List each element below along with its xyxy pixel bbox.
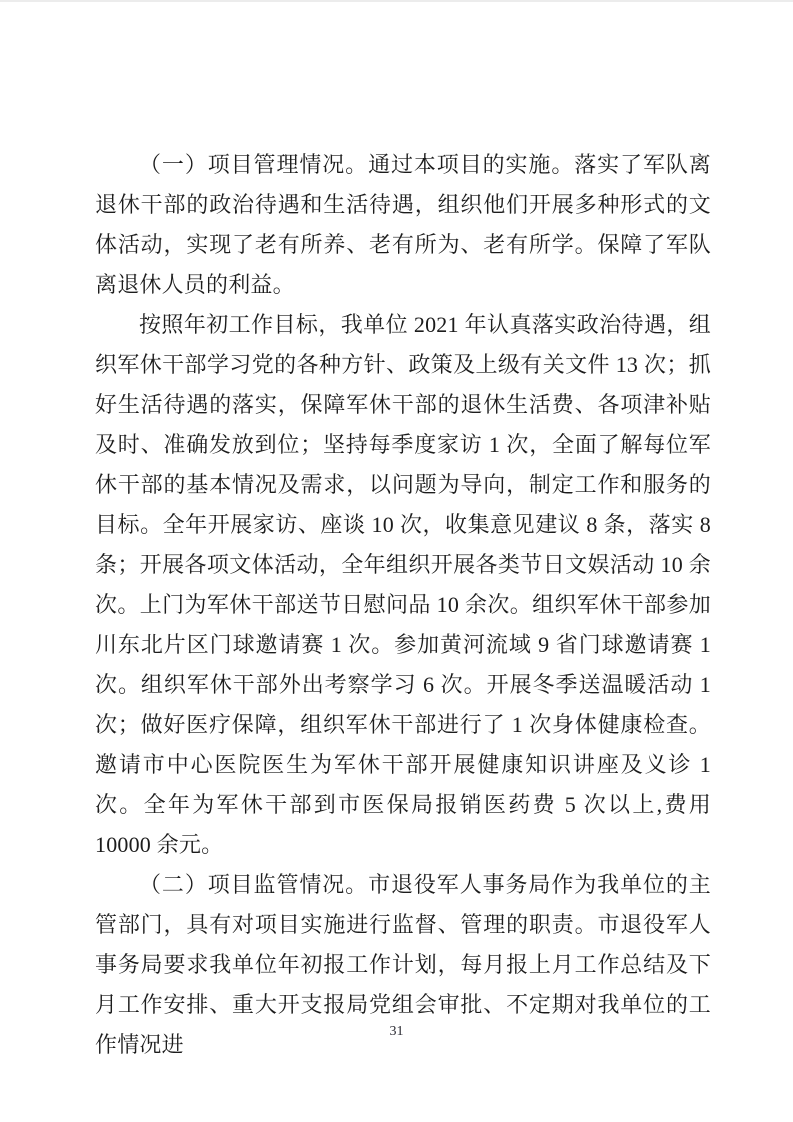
page-number: 31 (389, 1024, 404, 1039)
document-body (95, 145, 711, 1065)
paragraph-annual-work-summary: 按照年初工作目标，我单位 2021 年认真落实政治待遇，组织军休干部学习党的各种方针、政策及上级有关文件 13 次；抓好生活待遇的落实，保障军休干部的退休生活费、各项津补贴及时、准确发放到位；坚持每季度家访 1 次，全面了解每位军休干部的基本情况及需求，以问题为导向，制定工作和服务的目标。全年开展家访、座谈 10 次，收集意见建议 8 条，落实 8 条；开展各项文体活动，全年组织开展各类节日文娱活动 10 余次。上门为军休干部送节日慰问品 10 余次。组织军休干部参加川东北片区门球邀请赛 1 次。参加黄河流域 9 省门球邀请赛 1 次。组织军休干部外出考察学习 6 次。开展冬季送温暖活动 1 次；做好医疗保障，组织军休干部进行了 1 次身体健康检查。邀请市中心医院医生为军休干部开展健康知识讲座及义诊 1 次。全年为军休干部到市医保局报销医药费 5 次以上,费用 10000 余元。 (95, 312, 711, 857)
paragraph-project-management: （一）项目管理情况。通过本项目的实施。落实了军队离退休干部的政治待遇和生活待遇，组织他们开展多种形式的文体活动，实现了老有所养、老有所为、老有所学。保障了军队离退休人员的利益。 (95, 152, 711, 297)
paragraph-project-supervision: （二）项目监管情况。市退役军人事务局作为我单位的主管部门，具有对项目实施进行监督、管理的职责。市退役军人事务局要求我单位年初报工作计划，每月报上月工作总结及下月工作安排、重大开支报局党组会审批、不定期对我单位的工作情况进 (95, 872, 711, 1057)
